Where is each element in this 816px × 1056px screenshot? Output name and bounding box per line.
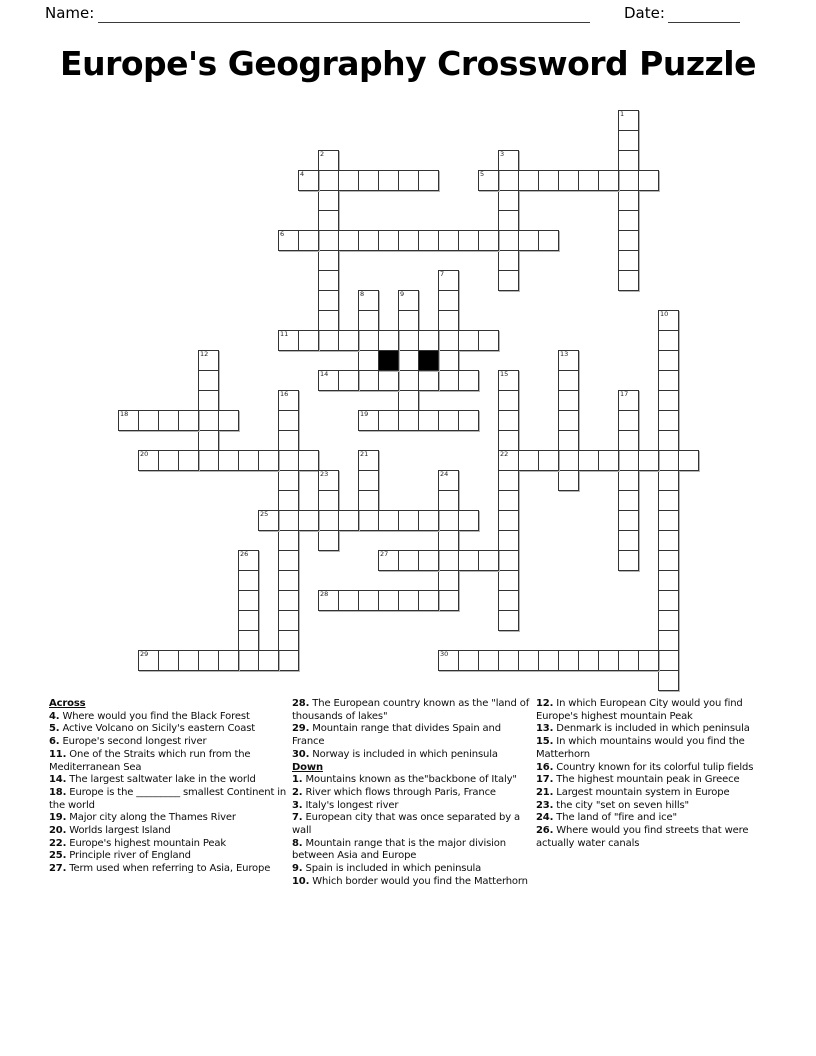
grid-cell[interactable] — [238, 590, 259, 611]
grid-cell[interactable] — [438, 550, 459, 571]
grid-cell[interactable] — [538, 170, 559, 191]
grid-cell[interactable] — [278, 490, 299, 511]
grid-cell[interactable] — [478, 550, 499, 571]
grid-cell[interactable] — [358, 370, 379, 391]
clue-number: 7 — [440, 270, 445, 278]
grid-cell[interactable] — [458, 230, 479, 251]
grid-cell[interactable] — [618, 390, 639, 411]
grid-cell[interactable] — [458, 510, 479, 531]
grid-cell[interactable] — [338, 170, 359, 191]
grid-cell[interactable] — [158, 410, 179, 431]
grid-cell[interactable] — [658, 370, 679, 391]
across-header: Across — [49, 698, 86, 709]
grid-cell[interactable] — [558, 350, 579, 371]
grid-cell[interactable] — [318, 210, 339, 231]
grid-cell[interactable] — [198, 350, 219, 371]
grid-cell[interactable] — [598, 170, 619, 191]
grid-cell[interactable] — [378, 410, 399, 431]
grid-cell[interactable] — [658, 390, 679, 411]
clue-item-a28: 28. The European country known as the "land of thousands of lakes" — [292, 698, 530, 722]
grid-cell[interactable] — [658, 450, 679, 471]
grid-cell[interactable] — [498, 430, 519, 451]
grid-cell[interactable] — [618, 490, 639, 511]
grid-cell[interactable] — [298, 230, 319, 251]
grid-cell[interactable] — [658, 410, 679, 431]
grid-cell[interactable] — [578, 170, 599, 191]
clue-number: 15 — [500, 370, 509, 378]
grid-cell[interactable] — [538, 230, 559, 251]
grid-cell[interactable] — [438, 370, 459, 391]
grid-cell[interactable] — [618, 150, 639, 171]
grid-cell[interactable] — [338, 230, 359, 251]
grid-cell[interactable] — [478, 170, 499, 191]
clue-item-d13: 13. Denmark is included in which peninsula — [536, 723, 750, 735]
grid-cell[interactable] — [498, 650, 519, 671]
clue-item-d26: 26. Where would you find streets that were actually water canals — [536, 825, 749, 849]
grid-cell[interactable] — [478, 650, 499, 671]
grid-cell[interactable] — [278, 410, 299, 431]
grid-cell[interactable] — [498, 610, 519, 631]
grid-cell[interactable] — [178, 650, 199, 671]
grid-cell[interactable] — [618, 110, 639, 131]
grid-cell[interactable] — [258, 650, 279, 671]
grid-cell[interactable] — [318, 170, 339, 191]
grid-cell[interactable] — [398, 310, 419, 331]
grid-cell[interactable] — [438, 650, 459, 671]
grid-cell[interactable] — [418, 550, 439, 571]
grid-cell[interactable] — [458, 410, 479, 431]
clue-number: 11 — [280, 330, 289, 338]
grid-cell[interactable] — [338, 510, 359, 531]
grid-cell[interactable] — [558, 390, 579, 411]
clue-number: 18 — [120, 410, 129, 418]
grid-cell[interactable] — [498, 190, 519, 211]
clue-item-a11: 11. One of the Straits which run from the Mediterranean Sea — [49, 748, 251, 773]
grid-cell[interactable] — [618, 470, 639, 491]
grid-cell[interactable] — [438, 530, 459, 551]
clue-number: 25 — [260, 510, 269, 518]
grid-cell[interactable] — [498, 450, 519, 471]
grid-cell[interactable] — [298, 510, 319, 531]
grid-cell[interactable] — [218, 650, 239, 671]
grid-cell[interactable] — [338, 590, 359, 611]
grid-cell[interactable] — [538, 450, 559, 471]
grid-cell[interactable] — [438, 470, 459, 491]
grid-cell[interactable] — [238, 630, 259, 651]
grid-cell[interactable] — [638, 650, 659, 671]
grid-cell[interactable] — [358, 410, 379, 431]
grid-cell[interactable] — [278, 470, 299, 491]
grid-cell[interactable] — [358, 170, 379, 191]
clue-item-d12: 12. In which European City would you find Europe's highest mountain Peak — [536, 698, 743, 722]
grid-cell[interactable] — [598, 450, 619, 471]
grid-cell[interactable] — [318, 270, 339, 291]
grid-cell[interactable] — [318, 150, 339, 171]
grid-cell[interactable] — [378, 330, 399, 351]
grid-cell[interactable] — [438, 270, 459, 291]
grid-cell[interactable] — [418, 590, 439, 611]
grid-cell[interactable] — [278, 430, 299, 451]
grid-cell[interactable] — [238, 570, 259, 591]
grid-cell[interactable] — [278, 390, 299, 411]
grid-cell[interactable] — [458, 330, 479, 351]
clue-item-a6: 6. Europe's second longest river — [49, 736, 207, 748]
clue-number: 17 — [620, 390, 629, 398]
grid-cell[interactable] — [418, 170, 439, 191]
clue-number: 29 — [140, 650, 149, 658]
grid-cell[interactable] — [458, 370, 479, 391]
grid-cell[interactable] — [518, 450, 539, 471]
grid-cell[interactable] — [438, 570, 459, 591]
grid-cell[interactable] — [678, 450, 699, 471]
grid-cell[interactable] — [618, 550, 639, 571]
grid-cell[interactable] — [278, 450, 299, 471]
grid-cell[interactable] — [358, 310, 379, 331]
grid-cell[interactable] — [658, 550, 679, 571]
grid-cell[interactable] — [498, 510, 519, 531]
grid-cell[interactable] — [458, 650, 479, 671]
clue-item-a19: 19. Major city along the Thames River — [49, 812, 236, 824]
clue-number: 21 — [360, 450, 369, 458]
grid-cell[interactable] — [658, 590, 679, 611]
clue-item-d15: 15. In which mountains would you find the Matterhorn — [536, 736, 745, 760]
grid-cell[interactable] — [398, 230, 419, 251]
grid-cell[interactable] — [518, 230, 539, 251]
grid-cell[interactable] — [658, 530, 679, 551]
clue-number: 9 — [400, 290, 405, 298]
clue-item-a29: 29. Mountain range that divides Spain and France — [292, 723, 501, 748]
grid-cell[interactable] — [618, 230, 639, 251]
grid-cell[interactable] — [658, 510, 679, 531]
grid-cell[interactable] — [398, 290, 419, 311]
grid-cell[interactable] — [318, 510, 339, 531]
blocked-cell — [418, 350, 439, 371]
grid-cell[interactable] — [438, 590, 459, 611]
grid-cell[interactable] — [618, 270, 639, 291]
grid-cell[interactable] — [498, 470, 519, 491]
grid-cell[interactable] — [438, 310, 459, 331]
grid-cell[interactable] — [658, 610, 679, 631]
grid-cell[interactable] — [618, 410, 639, 431]
grid-cell[interactable] — [658, 470, 679, 491]
grid-cell[interactable] — [378, 170, 399, 191]
grid-cell[interactable] — [218, 450, 239, 471]
grid-cell[interactable] — [558, 170, 579, 191]
grid-cell[interactable] — [398, 410, 419, 431]
grid-cell[interactable] — [498, 150, 519, 171]
grid-cell[interactable] — [398, 370, 419, 391]
grid-cell[interactable] — [618, 130, 639, 151]
grid-cell[interactable] — [318, 590, 339, 611]
clue-number: 27 — [380, 550, 389, 558]
clue-column-1 — [49, 698, 291, 876]
clue-number: 1 — [620, 110, 625, 118]
clue-number: 23 — [320, 470, 329, 478]
grid-cell[interactable] — [538, 650, 559, 671]
clue-item-a22: 22. Europe's highest mountain Peak — [49, 837, 226, 849]
grid-cell[interactable] — [518, 650, 539, 671]
grid-cell[interactable] — [278, 610, 299, 631]
grid-cell[interactable] — [318, 330, 339, 351]
grid-cell[interactable] — [318, 190, 339, 211]
grid-cell[interactable] — [378, 230, 399, 251]
grid-cell[interactable] — [498, 270, 519, 291]
clue-number: 8 — [360, 290, 365, 298]
clue-column-2 — [292, 698, 534, 889]
grid-cell[interactable] — [398, 330, 419, 351]
grid-cell[interactable] — [278, 590, 299, 611]
grid-cell[interactable] — [298, 450, 319, 471]
clue-number: 3 — [500, 150, 505, 158]
grid-cell[interactable] — [138, 450, 159, 471]
grid-cell[interactable] — [618, 250, 639, 271]
grid-cell[interactable] — [198, 430, 219, 451]
grid-cell[interactable] — [358, 350, 379, 371]
clue-item-d23: 23. the city "set on seven hills" — [536, 799, 689, 811]
clue-item-d1: 1. Mountains known as the"backbone of Italy" — [292, 774, 517, 786]
grid-cell[interactable] — [278, 510, 299, 531]
grid-cell[interactable] — [358, 510, 379, 531]
grid-cell[interactable] — [578, 450, 599, 471]
clue-number: 20 — [140, 450, 149, 458]
grid-cell[interactable] — [398, 170, 419, 191]
grid-cell[interactable] — [438, 230, 459, 251]
grid-cell[interactable] — [278, 650, 299, 671]
grid-cell[interactable] — [558, 410, 579, 431]
grid-cell[interactable] — [638, 170, 659, 191]
grid-cell[interactable] — [438, 350, 459, 371]
grid-cell[interactable] — [278, 230, 299, 251]
clue-item-d7: 7. European city that was once separated by a wall — [292, 812, 521, 837]
grid-cell[interactable] — [618, 450, 639, 471]
name-label: Name: — [45, 4, 95, 22]
grid-cell[interactable] — [618, 430, 639, 451]
grid-cell[interactable] — [198, 390, 219, 411]
grid-cell[interactable] — [478, 330, 499, 351]
grid-cell[interactable] — [178, 410, 199, 431]
grid-cell[interactable] — [318, 230, 339, 251]
grid-cell[interactable] — [318, 250, 339, 271]
clue-column-3 — [536, 698, 774, 850]
grid-cell[interactable] — [418, 330, 439, 351]
clue-number: 4 — [300, 170, 305, 178]
clue-number: 2 — [320, 150, 325, 158]
grid-cell[interactable] — [498, 170, 519, 191]
clue-number: 24 — [440, 470, 449, 478]
grid-cell[interactable] — [558, 650, 579, 671]
grid-cell[interactable] — [358, 290, 379, 311]
grid-cell[interactable] — [358, 450, 379, 471]
date-label: Date: — [624, 4, 665, 22]
grid-cell[interactable] — [378, 370, 399, 391]
grid-cell[interactable] — [358, 590, 379, 611]
grid-cell[interactable] — [658, 350, 679, 371]
grid-cell[interactable] — [398, 510, 419, 531]
grid-cell[interactable] — [158, 650, 179, 671]
grid-cell[interactable] — [438, 290, 459, 311]
grid-cell[interactable] — [458, 550, 479, 571]
grid-cell[interactable] — [138, 650, 159, 671]
grid-cell[interactable] — [418, 370, 439, 391]
clue-item-d24: 24. The land of "fire and ice" — [536, 812, 677, 824]
grid-cell[interactable] — [218, 410, 239, 431]
grid-cell[interactable] — [498, 490, 519, 511]
grid-cell[interactable] — [558, 470, 579, 491]
grid-cell[interactable] — [498, 370, 519, 391]
grid-cell[interactable] — [398, 590, 419, 611]
grid-cell[interactable] — [498, 410, 519, 431]
blocked-cell — [378, 350, 399, 371]
grid-cell[interactable] — [318, 530, 339, 551]
grid-cell[interactable] — [198, 410, 219, 431]
grid-cell[interactable] — [418, 410, 439, 431]
grid-cell[interactable] — [418, 230, 439, 251]
grid-cell[interactable] — [198, 370, 219, 391]
grid-cell[interactable] — [438, 410, 459, 431]
grid-cell[interactable] — [378, 590, 399, 611]
clue-number: 14 — [320, 370, 329, 378]
grid-cell[interactable] — [278, 550, 299, 571]
grid-cell[interactable] — [398, 350, 419, 371]
clue-number: 22 — [500, 450, 509, 458]
clue-number: 10 — [660, 310, 669, 318]
clue-item-a18: 18. Europe is the _________ smallest Continent in the world — [49, 786, 287, 811]
grid-cell[interactable] — [618, 510, 639, 531]
grid-cell[interactable] — [438, 330, 459, 351]
grid-cell[interactable] — [418, 510, 439, 531]
grid-cell[interactable] — [658, 330, 679, 351]
grid-cell[interactable] — [478, 230, 499, 251]
grid-cell[interactable] — [278, 630, 299, 651]
grid-cell[interactable] — [618, 210, 639, 231]
clue-number: 19 — [360, 410, 369, 418]
grid-cell[interactable] — [338, 370, 359, 391]
clue-number: 12 — [200, 350, 209, 358]
grid-cell[interactable] — [658, 490, 679, 511]
grid-cell[interactable] — [618, 530, 639, 551]
grid-cell[interactable] — [178, 450, 199, 471]
grid-cell[interactable] — [298, 330, 319, 351]
grid-cell[interactable] — [438, 490, 459, 511]
grid-cell[interactable] — [258, 450, 279, 471]
grid-cell[interactable] — [238, 650, 259, 671]
grid-cell[interactable] — [518, 170, 539, 191]
clue-item-d9: 9. Spain is included in which peninsula — [292, 863, 482, 875]
grid-cell[interactable] — [278, 330, 299, 351]
clue-number: 30 — [440, 650, 449, 658]
grid-cell[interactable] — [318, 490, 339, 511]
grid-cell[interactable] — [618, 190, 639, 211]
grid-cell[interactable] — [658, 430, 679, 451]
grid-cell[interactable] — [498, 210, 519, 231]
clue-number: 5 — [480, 170, 485, 178]
grid-cell[interactable] — [558, 450, 579, 471]
clue-item-d10: 10. Which border would you find the Matterhorn — [292, 875, 528, 887]
grid-cell[interactable] — [318, 370, 339, 391]
grid-cell[interactable] — [398, 390, 419, 411]
grid-cell[interactable] — [438, 510, 459, 531]
grid-cell[interactable] — [398, 550, 419, 571]
grid-cell[interactable] — [318, 470, 339, 491]
grid-cell[interactable] — [498, 530, 519, 551]
clue-number: 26 — [240, 550, 249, 558]
grid-cell[interactable] — [618, 170, 639, 191]
grid-cell[interactable] — [358, 470, 379, 491]
grid-cell[interactable] — [318, 310, 339, 331]
grid-cell[interactable] — [358, 330, 379, 351]
grid-cell[interactable] — [618, 650, 639, 671]
grid-cell[interactable] — [498, 550, 519, 571]
clue-item-d8: 8. Mountain range that is the major division between Asia and Europe — [292, 837, 506, 862]
clue-item-a5: 5. Active Volcano on Sicily's eastern Coast — [49, 723, 256, 735]
clue-item-d2: 2. River which flows through Paris, France — [292, 786, 496, 798]
grid-cell[interactable] — [258, 510, 279, 531]
clue-item-a25: 25. Principle river of England — [49, 850, 191, 862]
clue-item-d21: 21. Largest mountain system in Europe — [536, 786, 730, 798]
grid-cell[interactable] — [378, 550, 399, 571]
grid-cell[interactable] — [358, 490, 379, 511]
grid-cell[interactable] — [658, 570, 679, 591]
clue-item-d17: 17. The highest mountain peak in Greece — [536, 774, 740, 786]
clue-number: 16 — [280, 390, 289, 398]
grid-cell[interactable] — [318, 290, 339, 311]
grid-cell[interactable] — [158, 450, 179, 471]
clue-item-a30: 30. Norway is included in which peninsula — [292, 748, 498, 760]
grid-cell[interactable] — [138, 410, 159, 431]
grid-cell[interactable] — [658, 630, 679, 651]
grid-cell[interactable] — [238, 450, 259, 471]
clue-item-d3: 3. Italy's longest river — [292, 799, 399, 811]
clue-item-a27: 27. Term used when referring to Asia, Europe — [49, 863, 271, 875]
grid-cell[interactable] — [198, 650, 219, 671]
grid-cell[interactable] — [498, 570, 519, 591]
grid-cell[interactable] — [498, 230, 519, 251]
grid-cell[interactable] — [278, 530, 299, 551]
grid-cell[interactable] — [498, 590, 519, 611]
puzzle-title: Europe's Geography Crossword Puzzle — [60, 44, 756, 83]
grid-cell[interactable] — [498, 250, 519, 271]
clue-number: 6 — [280, 230, 285, 238]
grid-cell[interactable] — [498, 390, 519, 411]
grid-cell[interactable] — [658, 650, 679, 671]
grid-cell[interactable] — [238, 610, 259, 631]
down-header: Down — [292, 761, 323, 773]
clue-item-a20: 20. Worlds largest Island — [49, 825, 171, 837]
grid-cell[interactable] — [198, 450, 219, 471]
grid-cell[interactable] — [558, 370, 579, 391]
grid-cell[interactable] — [238, 550, 259, 571]
grid-cell[interactable] — [298, 170, 319, 191]
grid-cell[interactable] — [658, 670, 679, 691]
grid-cell[interactable] — [658, 310, 679, 331]
clue-number: 28 — [320, 590, 329, 598]
clue-number: 13 — [560, 350, 569, 358]
clue-item-a4: 4. Where would you find the Black Forest — [49, 710, 250, 722]
clue-item-d16: 16. Country known for its colorful tulip fields — [536, 761, 754, 773]
grid-cell[interactable] — [118, 410, 139, 431]
grid-cell[interactable] — [598, 650, 619, 671]
grid-cell[interactable] — [278, 570, 299, 591]
grid-cell[interactable] — [558, 430, 579, 451]
grid-cell[interactable] — [578, 650, 599, 671]
grid-cell[interactable] — [338, 330, 359, 351]
grid-cell[interactable] — [638, 450, 659, 471]
grid-cell[interactable] — [358, 230, 379, 251]
grid-cell[interactable] — [378, 510, 399, 531]
clue-item-a14: 14. The largest saltwater lake in the world — [49, 774, 256, 786]
